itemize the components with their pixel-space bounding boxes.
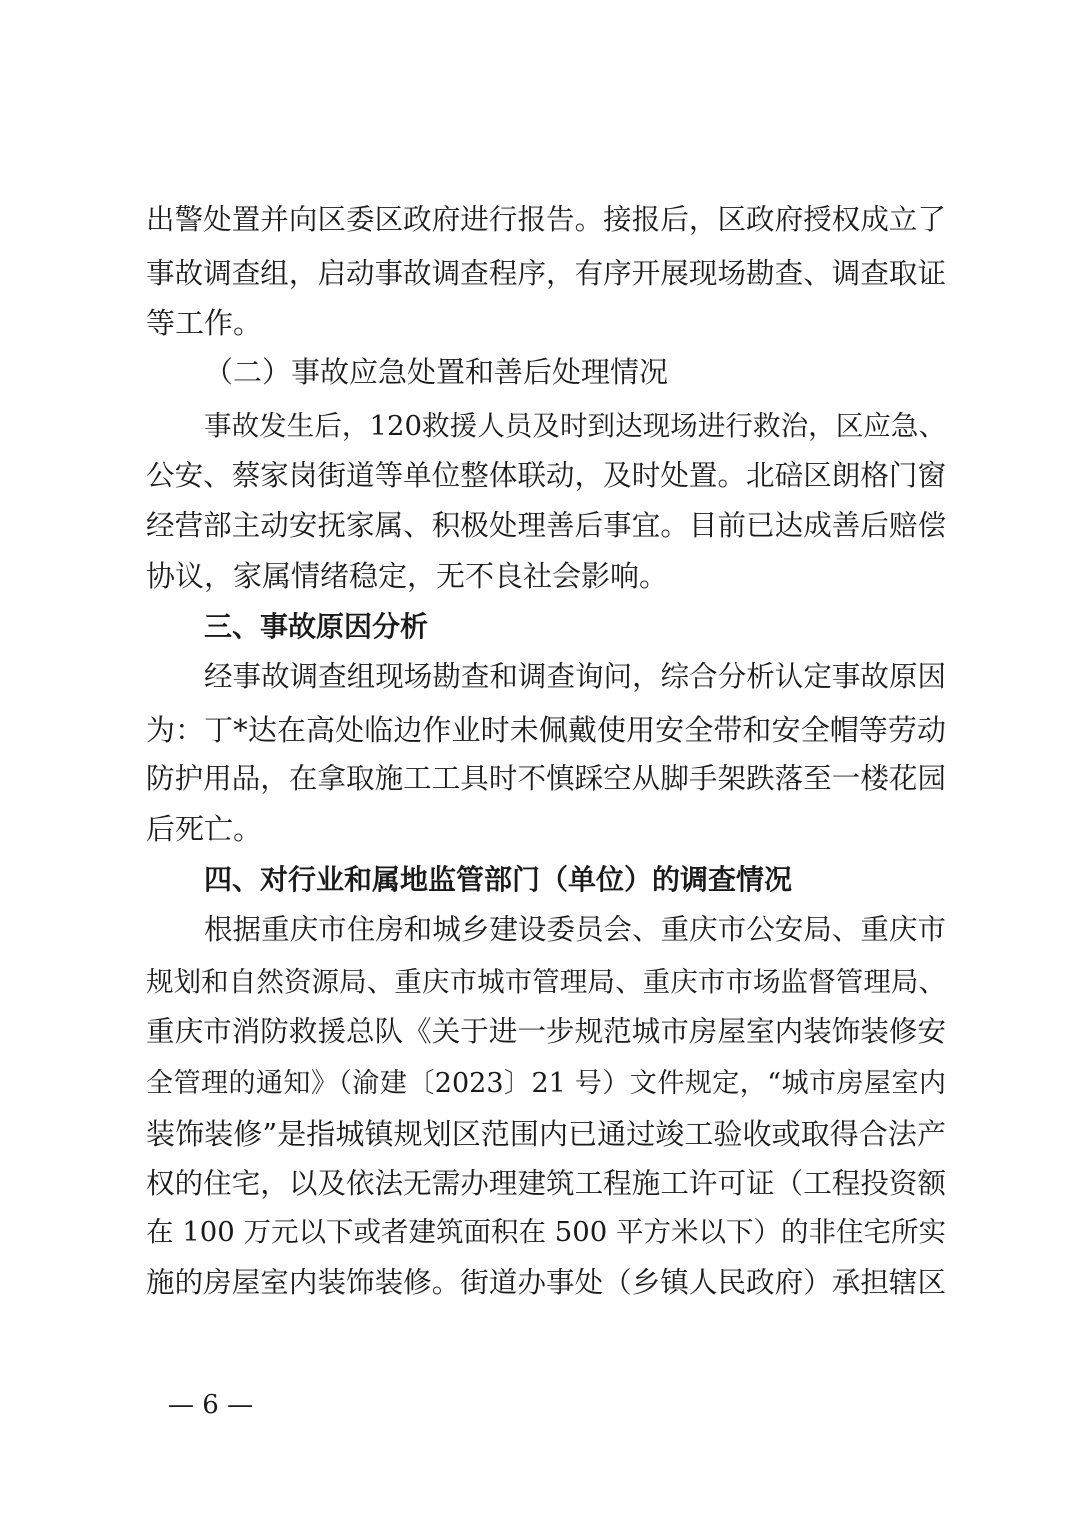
body-text-line: 为：丁*达在高处临边作业时未佩戴使用安全带和安全帽等劳动 [146,713,946,747]
body-text-line: 协议，家属情绪稳定，无不良社会影响。 [146,559,669,593]
body-text-line: 权的住宅，以及依法无需办理建筑工程施工许可证（工程投资额 [146,1167,946,1200]
body-text-line: 公安、蔡家岗街道等单位整体联动，及时处置。北碚区朗格门窗 [146,459,946,492]
section-heading: 四、对行业和属地监管部门（单位）的调查情况 [204,863,793,896]
body-text-line: 经事故调查组现场勘查和调查询问，综合分析认定事故原因 [204,660,946,693]
body-text-line: 出警处置并向区委区政府进行报告。接报后，区政府授权成立了 [146,203,946,236]
body-text-line: 防护用品，在拿取施工工具时不慎踩空从脚手架跌落至一楼花园 [146,762,946,795]
page-number: — 6 — [168,1390,254,1420]
body-text-line: 装饰装修”是指城镇规划区范围内已通过竣工验收或取得合法产 [146,1117,946,1151]
body-text-line: 后死亡。 [146,812,263,846]
body-text-line: 在 100 万元以下或者建筑面积在 500 平方米以下）的非住宅所实 [146,1216,946,1248]
body-text-line: 施的房屋室内装饰装修。街道办事处（乡镇人民政府）承担辖区 [146,1266,946,1299]
body-text-line: 全管理的通知》（渝建〔2023〕21 号）文件规定，“城市房屋室内 [146,1068,946,1099]
body-text-line: 等工作。 [146,306,263,340]
body-text-line: 事故发生后，120救援人员及时到达现场进行救治，区应急、 [204,410,946,442]
section-heading: 三、事故原因分析 [204,610,429,643]
body-text-line: 规划和自然资源局、重庆市城市管理局、重庆市市场监督管理局、 [146,966,946,998]
body-text-line: 根据重庆市住房和城乡建设委员会、重庆市公安局、重庆市 [204,913,946,946]
body-text-line: 重庆市消防救援总队《关于进一步规范城市房屋室内装饰装修安 [146,1015,946,1048]
subsection-heading: （二）事故应急处置和善后处理情况 [204,355,669,389]
body-text-line: 事故调查组，启动事故调查程序，有序开展现场勘查、调查取证 [146,257,946,290]
body-text-line: 经营部主动安抚家属、积极处理善后事宜。目前已达成善后赔偿 [146,509,946,542]
